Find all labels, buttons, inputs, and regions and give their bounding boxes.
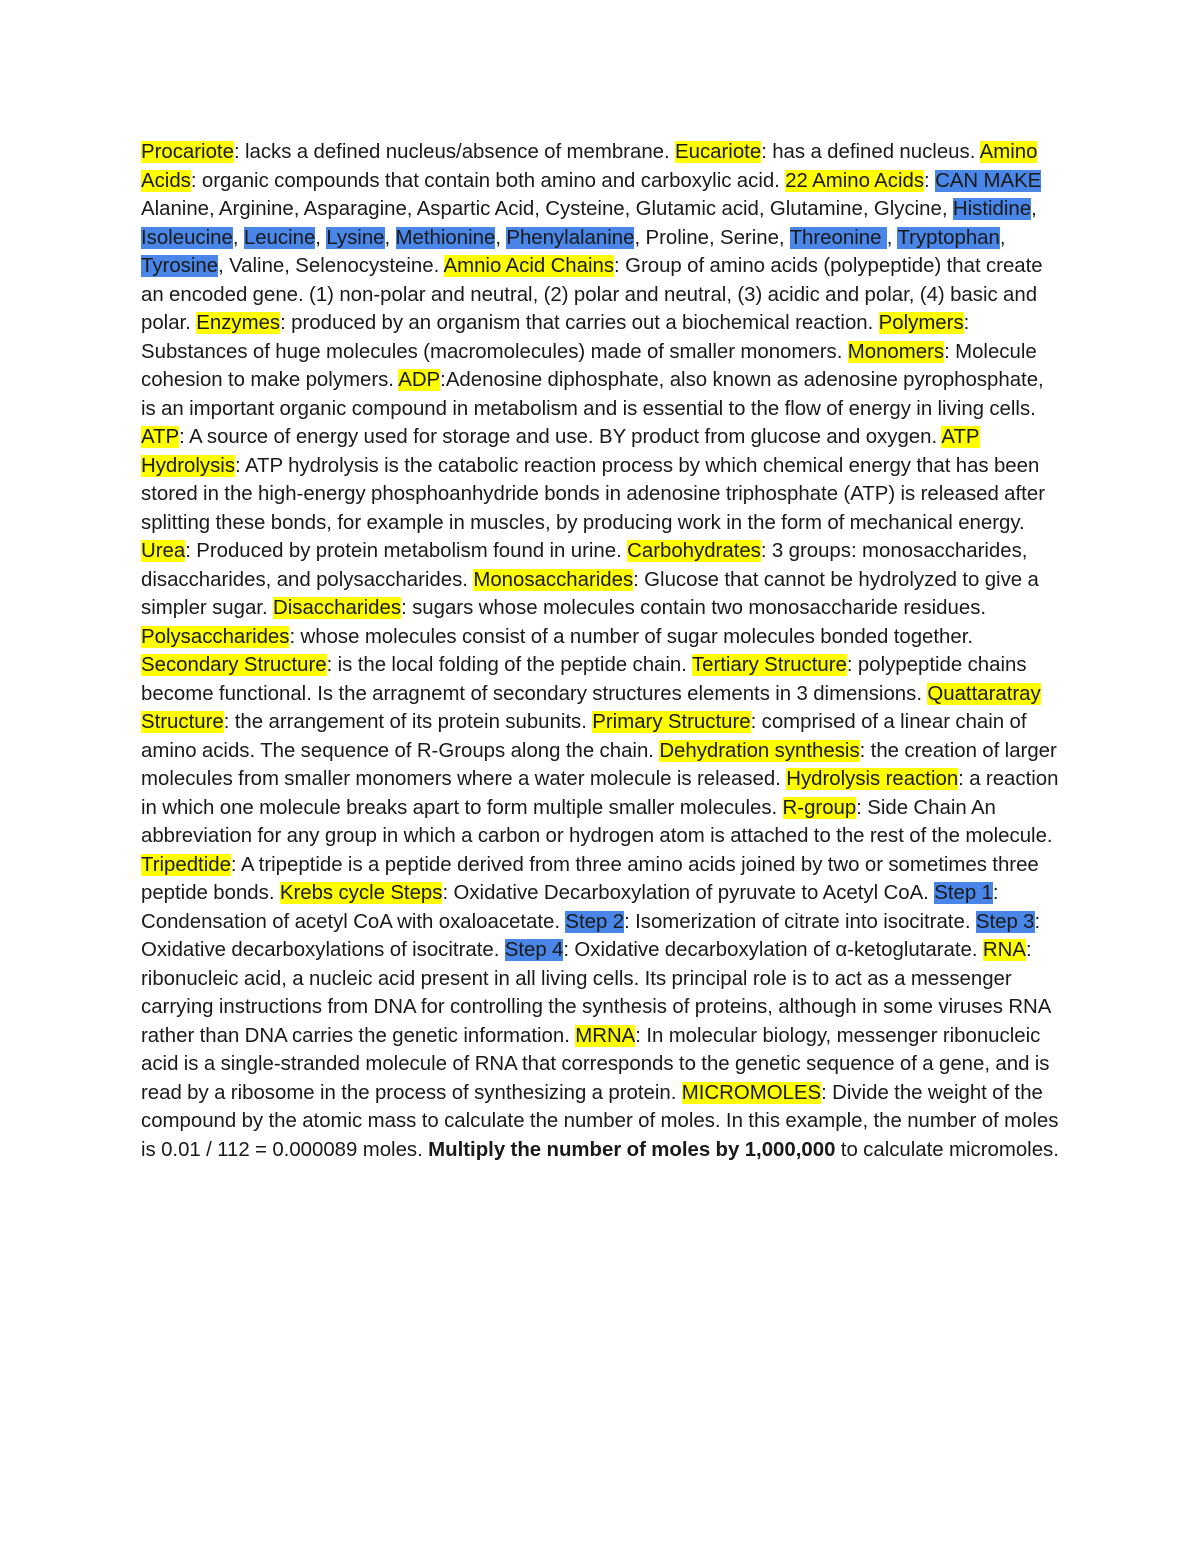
highlighted-term: Monomers (847, 340, 945, 363)
highlighted-subterm: Threonine (789, 226, 887, 249)
highlighted-term: Secondary Structure (141, 654, 327, 676)
highlighted-term: Urea (141, 540, 186, 562)
body-text: : the creation of larger molecules from smaller monomers where a water molecule is released. (141, 739, 1057, 790)
highlighted-term: Carbohydrates (627, 540, 761, 562)
body-text: : (924, 169, 936, 192)
highlighted-term: ATP (141, 426, 180, 448)
highlighted-term: Dehydration synthesis (659, 739, 860, 762)
body-text: : is the local folding of the peptide chain. (326, 654, 692, 676)
body-text: : Molecule cohesion to make polymers. (141, 340, 1037, 391)
body-text: to calculate micromoles. (835, 1138, 1059, 1161)
body-text: :Adenosine diphosphate, also known as adenosine pyrophosphate, is an important organic compound in metabolism and is essential to the flow of energy in living cells. (141, 369, 1044, 420)
body-text: : Oxidative Decarboxylation of pyruvate to Acetyl CoA. (442, 882, 935, 904)
body-text: : Oxidative decarboxylations of isocitrate. (141, 910, 1041, 961)
highlighted-term: ADP (398, 369, 441, 391)
body-text: , (232, 226, 244, 249)
body-text: , (495, 226, 507, 249)
highlighted-term: Tripedtide (141, 853, 231, 876)
highlighted-term: MRNA (575, 1024, 636, 1047)
document-body-paragraph (141, 138, 1063, 1164)
highlighted-subterm: Phenylalanine (506, 226, 635, 249)
highlighted-term: Primary Structure (592, 711, 751, 733)
body-text: : Substances of huge molecules (macromolecules) made of smaller monomers. (141, 312, 970, 363)
highlighted-term: Enzymes (196, 312, 281, 334)
body-text: : lacks a defined nucleus/absence of membrane. (233, 141, 676, 163)
body-text: : A tripeptide is a peptide derived from three amino acids joined by two or sometimes three peptide bonds. (141, 853, 1039, 904)
body-text: : polypeptide chains become functional. Is the arragnemt of secondary structures elements in 3 dimensions. (141, 654, 1027, 705)
highlighted-term: Disaccharides (273, 597, 402, 619)
highlighted-term: Tertiary Structure (691, 654, 847, 676)
body-text: , Valine, Selenocysteine. (218, 255, 444, 277)
body-text: , (315, 226, 327, 249)
body-text: , (999, 226, 1006, 249)
body-text: : sugars whose molecules contain two monosaccharide residues. (401, 597, 987, 619)
highlighted-subterm: Tyrosine (141, 255, 219, 277)
highlighted-subterm: Step 3 (975, 910, 1035, 933)
body-text: , (1031, 198, 1037, 220)
highlighted-subterm: Leucine (243, 226, 316, 249)
highlighted-term: Polysaccharides (141, 625, 290, 648)
body-text: : Glucose that cannot be hydrolyzed to give a simpler sugar. (141, 568, 1039, 619)
highlighted-term: Procariote (141, 141, 234, 163)
highlighted-subterm: Tryptophan (897, 226, 1000, 249)
highlighted-subterm: Isoleucine (141, 226, 233, 249)
body-text: : 3 groups: monosaccharides, disaccharides, and polysaccharides. (141, 540, 1028, 591)
highlighted-term: Hydrolysis reaction (786, 768, 959, 790)
body-text: : whose molecules consist of a number of sugar molecules bonded together. (289, 625, 974, 648)
highlighted-subterm: CAN MAKE (935, 169, 1042, 192)
highlighted-term: ATP Hydrolysis (141, 426, 980, 477)
highlighted-subterm: Step 1 (934, 882, 993, 904)
highlighted-term: Eucariote (675, 141, 762, 163)
body-text: : Produced by protein metabolism found in urine. (185, 540, 628, 562)
body-text: : A source of energy used for storage and use. BY product from glucose and oxygen. (179, 426, 942, 448)
highlighted-term: Amnio Acid Chains (443, 255, 615, 277)
body-text: , (886, 226, 898, 249)
bold-text: Multiply the number of moles by 1,000,000 (428, 1138, 836, 1161)
body-text: : Group of amino acids (polypeptide) that create an encoded gene. (1) non-polar and neutral, (2) polar and neutral, (3) acidic and polar, (4) basic and polar. (141, 255, 1043, 334)
body-text: : comprised of a linear chain of amino acids. The sequence of R-Groups along the chain. (141, 711, 1027, 762)
body-text: : has a defined nucleus. (761, 141, 980, 163)
body-text: : a reaction in which one molecule breaks apart to form multiple smaller molecules. (141, 768, 1059, 819)
highlighted-term: Krebs cycle Steps (279, 882, 443, 904)
body-text: : organic compounds that contain both amino and carboxylic acid. (190, 169, 786, 192)
highlighted-term: Quattaratray Structure (141, 682, 1041, 733)
highlighted-term: MICROMOLES (681, 1081, 822, 1104)
body-text: : the arrangement of its protein subunits. (223, 711, 593, 733)
highlighted-term: Polymers (878, 312, 964, 334)
highlighted-term: Monosaccharides (473, 568, 634, 591)
body-text: : Condensation of acetyl CoA with oxaloacetate. (141, 882, 999, 933)
highlighted-term: R-group (782, 796, 857, 819)
body-text: Alanine, Arginine, Asparagine, Aspartic Acid, Cysteine, Glutamic acid, Glutamine, Glycine, (141, 198, 953, 220)
body-text: : ATP hydrolysis is the catabolic reaction process by which chemical energy that has been stored in the high-energy phosphoanhydride bonds in adenosine triphosphate (ATP) is released after splitting these bonds, for example in muscles, by producing work in the form of mechanical energy. (141, 454, 1045, 534)
highlighted-subterm: Histidine (952, 198, 1032, 220)
body-text: , (384, 226, 396, 249)
highlighted-term: RNA (982, 939, 1026, 961)
body-text: : In molecular biology, messenger ribonucleic acid is a single-stranded molecule of RNA that corresponds to the genetic sequence of a gene, and is read by a ribosome in the process of synthesizing a protein. (141, 1024, 1050, 1104)
body-text: : Divide the weight of the compound by the atomic mass to calculate the number of moles. In this example, the number of moles is 0.01 / 112 = 0.000089 moles. (141, 1081, 1059, 1161)
body-text: : produced by an organism that carries out a biochemical reaction. (280, 312, 879, 334)
highlighted-subterm: Step 2 (565, 910, 625, 933)
highlighted-term: Amino Acids (141, 141, 1038, 192)
highlighted-subterm: Lysine (326, 226, 385, 249)
highlighted-subterm: Step 4 (504, 939, 564, 961)
highlighted-term: 22 Amino Acids (785, 169, 925, 192)
body-text: , Proline, Serine, (634, 226, 790, 249)
body-text: : Isomerization of citrate into isocitrate. (624, 910, 976, 933)
body-text: : ribonucleic acid, a nucleic acid present in all living cells. Its principal role is to act as a messenger carrying instructions from DNA for controlling the synthesis of proteins, although in some viruses RNA rather than DNA carries the genetic information. (141, 939, 1051, 1047)
highlighted-subterm: Methionine (395, 226, 496, 249)
body-text: : Oxidative decarboxylation of α-ketoglutarate. (563, 939, 983, 961)
body-text: : Side Chain An abbreviation for any group in which a carbon or hydrogen atom is attached to the rest of the molecule. (141, 796, 1053, 847)
